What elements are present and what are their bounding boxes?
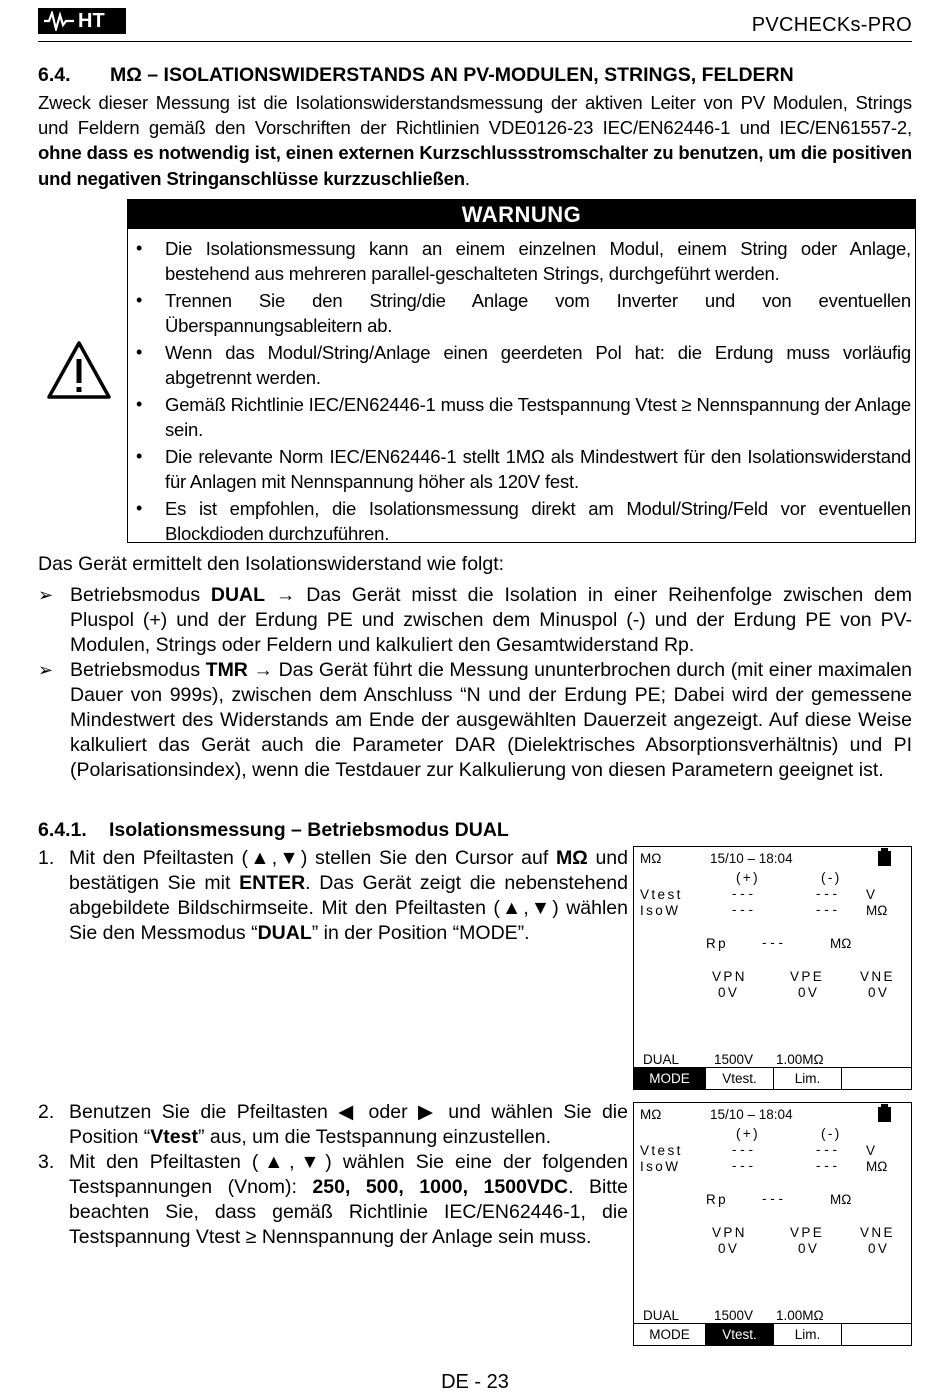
mode-item bbox=[38, 583, 912, 658]
vpn-value: 0V bbox=[718, 985, 740, 1000]
vtest-label: Vtest bbox=[640, 1143, 683, 1158]
step-text: Mit den Pfeiltasten (▲,▼) wählen Sie eine der folgenden Testspannungen (Vnom): bbox=[69, 1151, 628, 1198]
intro-end: . bbox=[464, 167, 470, 189]
limit-value: 1.00MΩ bbox=[776, 1052, 824, 1067]
step-text: . Das Gerät zeigt die nebenstehend abgebildete Bildschirmseite. Mit den Pfeiltasten (▲,▼) wählen Sie den Messmodus “ bbox=[69, 872, 628, 944]
logo-text: HT bbox=[78, 10, 105, 32]
mode-value: DUAL bbox=[643, 1052, 680, 1067]
step-bold: MΩ bbox=[555, 847, 588, 869]
vpe-label: VPE bbox=[790, 1225, 825, 1240]
step-text: Mit den Pfeiltasten (▲,▼) stellen Sie den Cursor auf bbox=[69, 847, 556, 869]
warning-title: WARNUNG bbox=[128, 200, 915, 229]
step-bold: ENTER bbox=[239, 872, 306, 894]
lead-text: Das Gerät ermittelt den Isolationswiderstand wie folgt: bbox=[38, 553, 505, 575]
screen-tab-1[interactable]: Vtest. bbox=[706, 1068, 774, 1089]
step-text: ” in der Position “MODE”. bbox=[311, 922, 530, 944]
mode-name: TMR bbox=[205, 659, 248, 681]
vtest-unit: V bbox=[866, 1143, 876, 1158]
battery-icon bbox=[878, 1107, 891, 1122]
arrow-bullet-icon: ➢ bbox=[38, 585, 54, 605]
vtest-value: 1500V bbox=[714, 1052, 754, 1067]
step-text: . Bitte beachten Sie, dass gemäß Richtlinie IEC/EN62446-1, die Testspannung Vtest ≥ Nennspannung der Anlage sein muss. bbox=[69, 1176, 628, 1248]
mode-text: Das Gerät misst die Isolation in einer Reihenfolge zwischen dem Pluspol (+) und der Erdung PE und zwischen dem Minuspol (-) und der Erdung PE von PV-Modulen, Strings oder Feldern und kalkuliert den Gesamtwiderstand Rp. bbox=[70, 584, 912, 656]
isow-plus: - - - bbox=[732, 902, 753, 917]
vne-label: VNE bbox=[860, 1225, 895, 1240]
page-number: DE - 23 bbox=[441, 1371, 509, 1393]
screen-tab-2[interactable]: Lim. bbox=[774, 1324, 842, 1345]
vtest-minus: - - - bbox=[816, 886, 837, 901]
section-number: 6.4. bbox=[38, 64, 71, 86]
warning-item: • Es ist empfohlen, die Isolationsmessung direkt am Modul/String/Feld vor eventuellen Blockdioden durchzuführen. bbox=[128, 496, 911, 546]
vpn-value: 0V bbox=[718, 1241, 740, 1256]
waveform-icon bbox=[44, 11, 74, 31]
rp-unit: MΩ bbox=[830, 936, 852, 951]
isow-minus: - - - bbox=[816, 902, 837, 917]
warning-box bbox=[127, 199, 916, 543]
mode-text: Das Gerät führt die Messung ununterbrochen durch (mit einer maximalen Dauer von 999s), zwischen dem Anschluss “N und der Erdung PE; Dabei wird der gemessene Mindestwert des Widerstands am Ende der ausgewählten Dauerzeit angezeigt. Auf diese Weise kalkuliert das Gerät auch die Parameter DAR (Dielektrisches Absorptionsverhältnis) und PI (Polarisationsindex), wenn die Testdauer zur Kalkulierung von diesen Parametern geeignet ist. bbox=[70, 659, 912, 781]
screen-tab-2[interactable]: Lim. bbox=[774, 1068, 842, 1089]
vtest-plus: - - - bbox=[732, 886, 753, 901]
warning-item: • Wenn das Modul/String/Anlage einen geerdeten Pol hat: die Erdung muss vorläufig abgetrennt werden. bbox=[128, 340, 911, 390]
arrow-icon: → bbox=[253, 659, 273, 681]
intro-text: Zweck dieser Messung ist die Isolationswiderstandsmessung der aktiven Leiter von PV Modulen, Strings und Feldern gemäß den Vorschriften der Richtlinien VDE0126-23 IEC/EN62446-1 und IEC/EN61557-2, bbox=[38, 92, 912, 139]
product-name: PVCHECKs-PRO bbox=[751, 14, 912, 36]
warning-triangle-icon bbox=[46, 340, 112, 400]
isow-label: IsoW bbox=[640, 1159, 681, 1174]
mode-prefix: Betriebsmodus bbox=[70, 584, 211, 606]
vpe-label: VPE bbox=[790, 969, 825, 984]
vne-value: 0V bbox=[868, 1241, 890, 1256]
step-number: 1. bbox=[38, 847, 55, 869]
screen-tab-bar bbox=[634, 1067, 911, 1089]
vtest-label: Vtest bbox=[640, 887, 683, 902]
arrow-bullet-icon: ➢ bbox=[38, 660, 54, 680]
step-text: und bestätigen Sie mit bbox=[69, 847, 629, 894]
mode-item bbox=[38, 658, 912, 783]
vtest-unit: V bbox=[866, 887, 876, 902]
isow-unit: MΩ bbox=[866, 1159, 888, 1174]
battery-icon bbox=[878, 851, 891, 866]
screen-tab-bar bbox=[634, 1323, 911, 1345]
rp-unit: MΩ bbox=[830, 1192, 852, 1207]
isow-label: IsoW bbox=[640, 903, 681, 918]
steps-group-2 bbox=[38, 1100, 628, 1250]
intro-bold-text: ohne dass es notwendig ist, einen externen Kurzschlussstromschalter zu benutzen, um die positiven und negativen Stringanschlüsse kurzzuschließen bbox=[38, 142, 912, 189]
rp-label: Rp bbox=[706, 1192, 729, 1207]
subsection-title bbox=[38, 819, 509, 842]
steps-group-1 bbox=[38, 846, 628, 946]
warning-item: • Die relevante Norm IEC/EN62446-1 stellt 1MΩ als Mindestwert für den Isolationswiderstand für Anlagen mit Nennspannung höher als 120V fest. bbox=[128, 444, 911, 494]
section-title bbox=[38, 64, 794, 87]
step-item bbox=[38, 1100, 628, 1150]
vpe-value: 0V bbox=[798, 985, 820, 1000]
vpn-label: VPN bbox=[712, 969, 747, 984]
vne-label: VNE bbox=[860, 969, 895, 984]
intro-paragraph bbox=[38, 90, 912, 191]
header-divider bbox=[38, 41, 912, 42]
limit-value: 1.00MΩ bbox=[776, 1308, 824, 1323]
col-minus-label: (-) bbox=[821, 1126, 842, 1141]
step-bold: Vtest bbox=[150, 1126, 198, 1148]
subsection-number: 6.4.1. bbox=[38, 819, 87, 841]
screen-tab-1[interactable]: Vtest. bbox=[706, 1324, 774, 1345]
instrument-screen-1 bbox=[633, 846, 912, 1090]
step-number: 2. bbox=[38, 1101, 55, 1123]
screen-datetime: 15/10 – 18:04 bbox=[710, 851, 793, 866]
warning-item: • Die Isolationsmessung kann an einem einzelnen Modul, einem String oder Anlage, bestehend aus mehreren parallel-geschalteten Strings, durchgeführt werden. bbox=[128, 236, 911, 286]
screen-datetime: 15/10 – 18:04 bbox=[710, 1107, 793, 1122]
warning-item: • Gemäß Richtlinie IEC/EN62446-1 muss die Testspannung Vtest ≥ Nennspannung der Anlage sein. bbox=[128, 392, 911, 442]
rp-label: Rp bbox=[706, 936, 729, 951]
step-number: 3. bbox=[38, 1151, 55, 1173]
rp-value: - - - bbox=[762, 935, 783, 950]
col-minus-label: (-) bbox=[821, 870, 842, 885]
vne-value: 0V bbox=[868, 985, 890, 1000]
isow-minus: - - - bbox=[816, 1158, 837, 1173]
mode-prefix: Betriebsmodus bbox=[70, 659, 206, 681]
screen-unit: MΩ bbox=[640, 851, 662, 866]
ht-logo bbox=[38, 8, 126, 34]
col-plus-label: (+) bbox=[736, 870, 761, 885]
isow-plus: - - - bbox=[732, 1158, 753, 1173]
subsection-title-text: Isolationsmessung – Betriebsmodus DUAL bbox=[109, 819, 509, 841]
vpe-value: 0V bbox=[798, 1241, 820, 1256]
vtest-plus: - - - bbox=[732, 1142, 753, 1157]
step-text: ” aus, um die Testspannung einzustellen. bbox=[197, 1126, 552, 1148]
screen-unit: MΩ bbox=[640, 1107, 662, 1122]
mode-name: DUAL bbox=[210, 584, 266, 606]
section-title-text: MΩ – ISOLATIONSWIDERSTANDS AN PV-MODULEN, STRINGS, FELDERN bbox=[110, 64, 794, 86]
vtest-value: 1500V bbox=[714, 1308, 754, 1323]
rp-value: - - - bbox=[762, 1191, 783, 1206]
arrow-icon: → bbox=[275, 584, 296, 606]
mode-value: DUAL bbox=[643, 1308, 680, 1323]
col-plus-label: (+) bbox=[736, 1126, 761, 1141]
step-bold: DUAL bbox=[257, 922, 312, 944]
step-bold: 250, 500, 1000, 1500VDC bbox=[312, 1176, 569, 1198]
warning-item: • Trennen Sie den String/die Anlage vom Inverter und von eventuellen Überspannungsableitern ab. bbox=[128, 288, 911, 338]
screen-tab-0[interactable]: MODE bbox=[634, 1068, 706, 1089]
instrument-screen-2 bbox=[633, 1102, 912, 1346]
vtest-minus: - - - bbox=[816, 1142, 837, 1157]
isow-unit: MΩ bbox=[866, 903, 888, 918]
step-item bbox=[38, 1150, 628, 1250]
step-text: Benutzen Sie die Pfeiltasten ◀ oder ▶ und wählen Sie die Position “ bbox=[69, 1101, 628, 1148]
screen-tab-0[interactable]: MODE bbox=[634, 1324, 706, 1345]
vpn-label: VPN bbox=[712, 1225, 747, 1240]
step-item bbox=[38, 846, 628, 946]
warning-list bbox=[128, 236, 911, 548]
modes-list bbox=[38, 583, 912, 783]
